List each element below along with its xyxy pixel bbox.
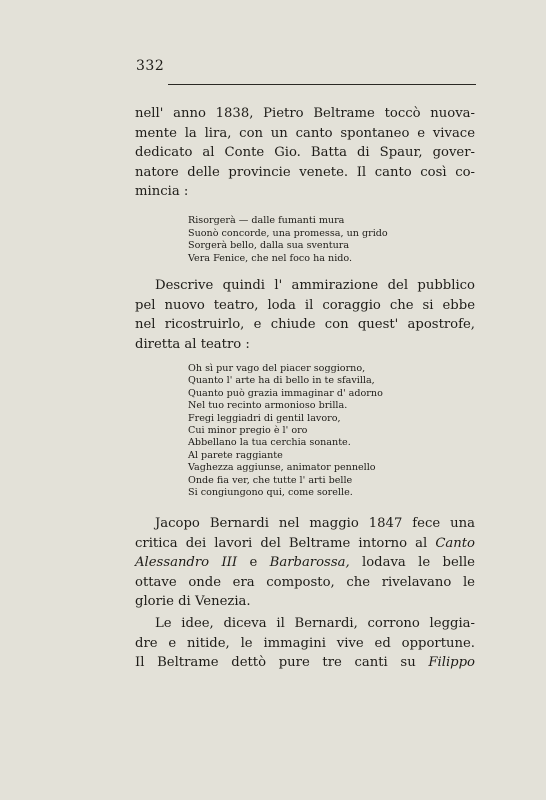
verse-line: Quanto può grazia immaginar d' adorno (188, 387, 383, 399)
italic-title: Alessandro III (135, 555, 238, 570)
text-line (135, 534, 475, 554)
verse-line: Quanto l' arte ha di bello in te sfavilla, (188, 375, 375, 387)
verse-quote-1 (188, 215, 448, 265)
verse-line: Cui minor pregio è l' oro (188, 425, 308, 437)
text-run: lodava le belle (349, 555, 475, 570)
header-rule (168, 84, 476, 85)
text-line: Descrive quindi l' ammirazione del pubblico (155, 278, 475, 293)
paragraph-1 (135, 104, 475, 202)
verse-line: Nel tuo recinto armonioso brilla. (188, 400, 348, 412)
text-line: Le idee, diceva il Bernardi, corrono leggia- (155, 616, 475, 631)
verse-line: Vaghezza aggiunse, animator pennello (188, 462, 376, 474)
verse-line: Suonò concorde, una promessa, un grido (188, 227, 388, 239)
text-line: mente la lira, con un canto spontaneo e vivace (135, 125, 475, 141)
text-line: nel ricostruirlo, e chiude con quest' apostrofe, (135, 317, 475, 332)
text-run: Il Beltrame dettò pure tre canti su (135, 655, 429, 670)
text-line: Jacopo Bernardi nel maggio 1847 fece una (155, 516, 475, 531)
verse-line: Vera Fenice, che nel foco ha nido. (188, 252, 353, 264)
verse-line: Abbellano la tua cerchia sonante. (188, 437, 351, 449)
text-line: ottave onde era composto, che rivelavano le (135, 574, 475, 590)
paragraph-2 (135, 276, 475, 354)
italic-title: Barbarossa, (269, 555, 350, 570)
text-line (135, 553, 475, 573)
paragraph-4 (135, 614, 475, 673)
text-line: diretta al teatro : (135, 336, 250, 352)
text-line: dre e nitide, le immagini vive ed opportune. (135, 635, 475, 651)
text-line: nell' anno 1838, Pietro Beltrame toccò nuova- (135, 106, 475, 121)
verse-line: Fregi leggiadri di gentil lavoro, (188, 412, 341, 424)
page-number: 332 (136, 58, 165, 74)
text-line (135, 653, 475, 673)
text-line: mincia : (135, 184, 189, 199)
verse-line: Al parete raggiante (188, 449, 283, 461)
text-run: e (237, 555, 270, 570)
verse-line: Risorgerà — dalle fumanti mura (188, 215, 345, 226)
verse-line: Si congiungono qui, come sorelle. (188, 487, 353, 499)
verse-quote-2 (188, 363, 448, 499)
text-run: critica dei lavori del Beltrame intorno al (135, 535, 436, 551)
text-line: natore delle provincie venete. Il canto così co- (135, 164, 475, 180)
verse-line: Onde fia ver, che tutte l' arti belle (188, 474, 353, 486)
italic-name: Filippo (428, 655, 475, 670)
italic-title: Canto (435, 535, 475, 551)
text-line: glorie di Venezia. (135, 594, 251, 609)
paragraph-3 (135, 514, 475, 612)
verse-line: Sorgerà bello, dalla sua sventura (188, 240, 350, 252)
text-line: dedicato al Conte Gio. Batta di Spaur, gover- (135, 145, 475, 160)
text-line: pel nuovo teatro, loda il coraggio che si ebbe (135, 297, 475, 313)
verse-line: Oh sì pur vago del piacer soggiorno, (188, 363, 366, 374)
